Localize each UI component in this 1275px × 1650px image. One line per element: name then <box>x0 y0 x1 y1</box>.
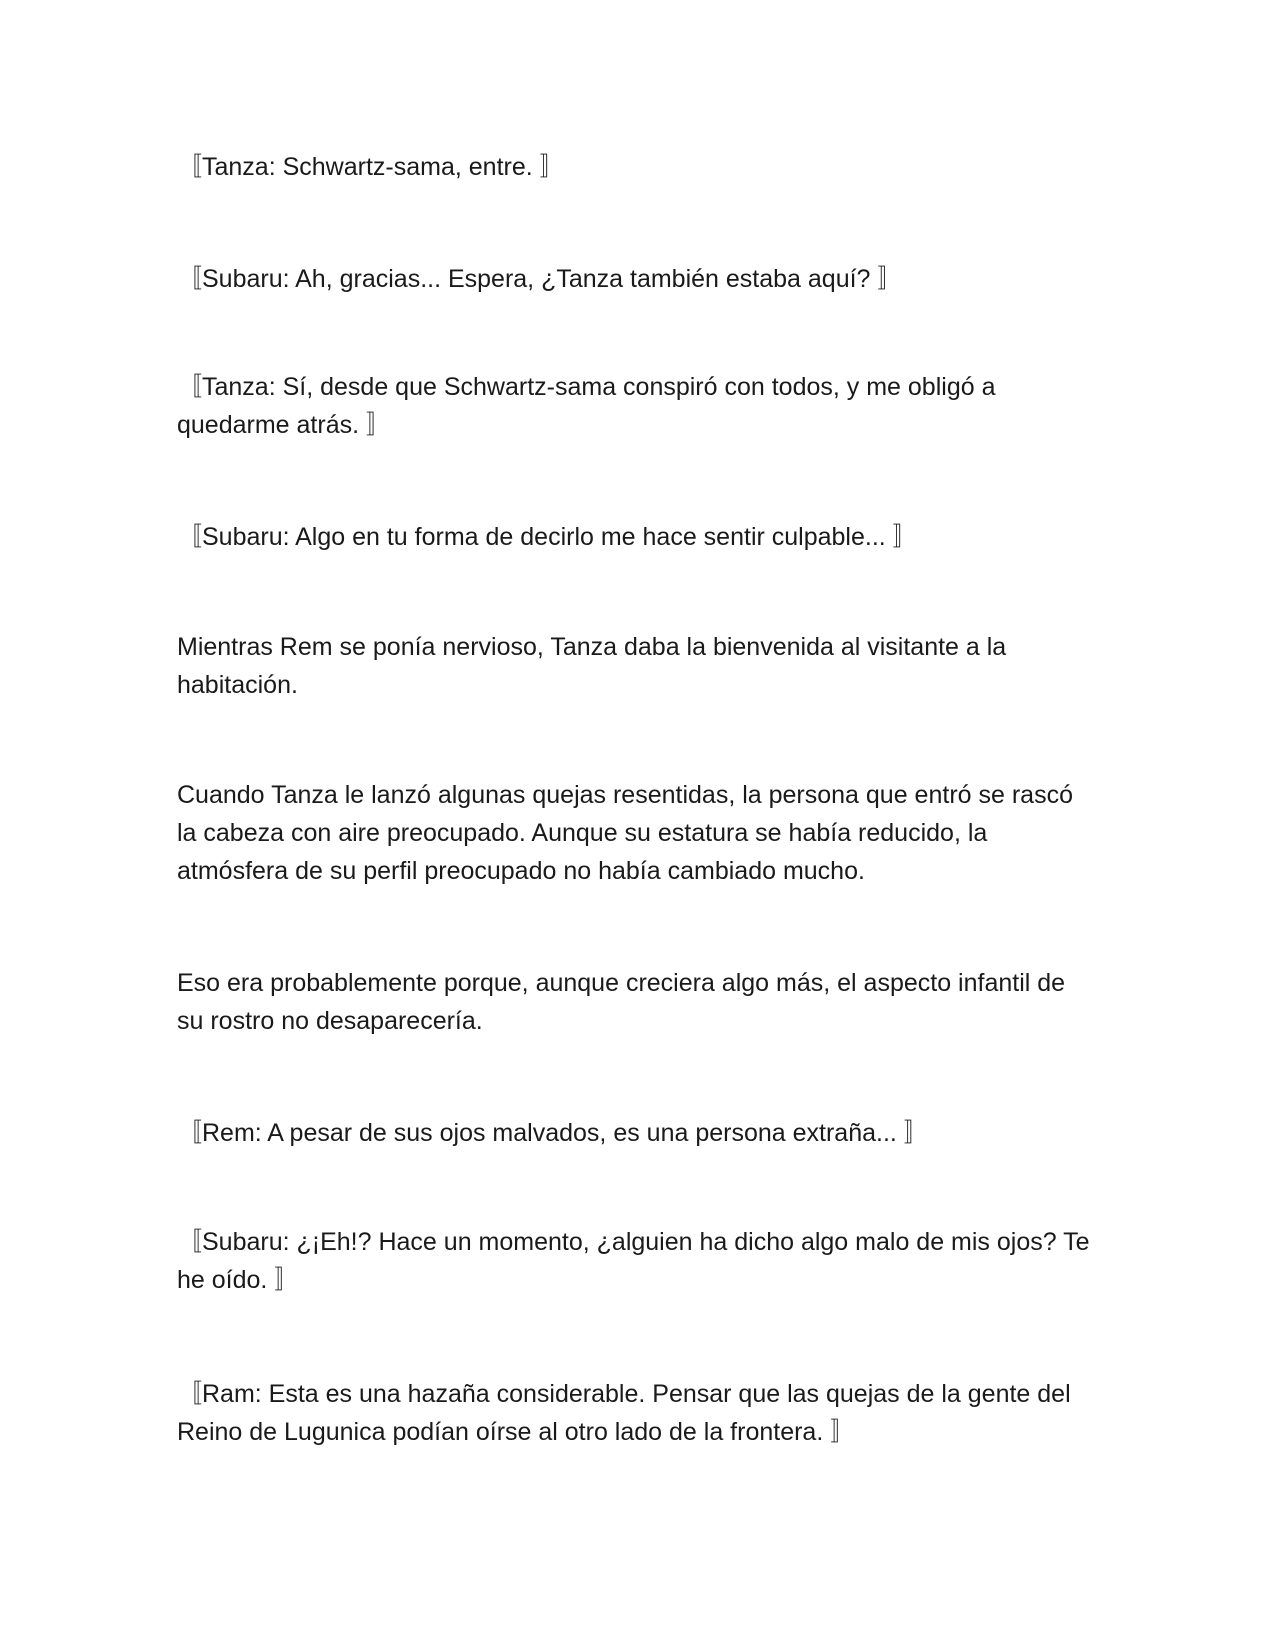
paragraph-narration-1: Mientras Rem se ponía nervioso, Tanza daba la bienvenida al visitante a la habitación. <box>177 633 1007 699</box>
paragraph-dialogue-tanza-2: 〚Tanza: Sí, desde que Schwartz-sama conspiró con todos, y me obligó a quedarme atrás. 〛 <box>177 373 996 439</box>
paragraph-dialogue-subaru-2: 〚Subaru: Algo en tu forma de decirlo me hace sentir culpable... 〛 <box>177 523 918 551</box>
paragraph-dialogue-ram: 〚Ram: Esta es una hazaña considerable. Pensar que las quejas de la gente del Reino de Lugunica podían oírse al otro lado de la frontera. 〛 <box>177 1380 1071 1446</box>
paragraph-dialogue-rem: 〚Rem: A pesar de sus ojos malvados, es una persona extraña... 〛 <box>177 1119 929 1147</box>
paragraph-dialogue-subaru-1: 〚Subaru: Ah, gracias... Espera, ¿Tanza también estaba aquí? 〛 <box>177 265 903 293</box>
paragraph-narration-2: Cuando Tanza le lanzó algunas quejas resentidas, la persona que entró se rascó la cabeza con aire preocupado. Aunque su estatura se había reducido, la atmósfera de su perfil preocupado no había cambiado mucho. <box>177 781 1073 885</box>
paragraph-dialogue-tanza-1: 〚Tanza: Schwartz-sama, entre. 〛 <box>177 153 565 181</box>
paragraph-narration-3: Eso era probablemente porque, aunque creciera algo más, el aspecto infantil de su rostro no desaparecería. <box>177 969 1066 1035</box>
paragraph-dialogue-subaru-3: 〚Subaru: ¿¡Eh!? Hace un momento, ¿alguien ha dicho algo malo de mis ojos? Te he oído. 〛 <box>177 1228 1090 1294</box>
